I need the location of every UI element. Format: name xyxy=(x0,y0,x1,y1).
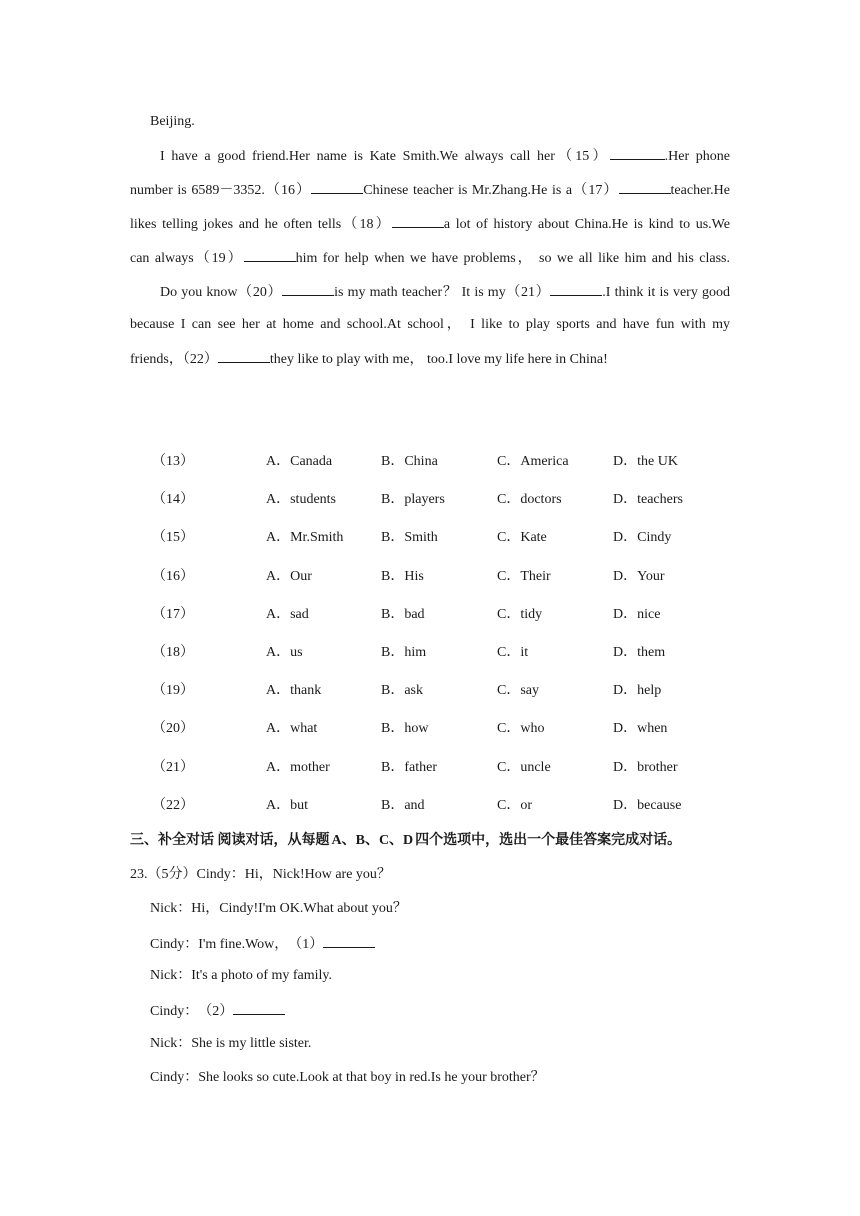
heading-text: 四个选项中，选出一个最佳答案完成对话。 xyxy=(415,833,682,848)
question-number: （14） xyxy=(152,492,194,508)
text-segment: teacher.He xyxy=(670,183,731,198)
passage-line-beijing: Beijing. xyxy=(150,114,195,129)
option-c[interactable]: C．say xyxy=(497,683,539,699)
option-d[interactable]: D．teachers xyxy=(613,492,683,508)
blank-19[interactable] xyxy=(244,247,296,262)
option-b[interactable]: B．players xyxy=(381,492,445,508)
text-segment: Cindy：I'm fine.Wow， （1） xyxy=(150,937,324,952)
question-number: （21） xyxy=(152,759,194,775)
text-segment: .I think it is very good xyxy=(602,285,730,300)
option-row xyxy=(0,643,860,663)
option-row xyxy=(0,758,860,778)
option-row xyxy=(0,605,860,625)
section-3-heading xyxy=(130,831,681,851)
blank-dialogue-1[interactable] xyxy=(323,933,375,948)
option-c[interactable]: C．Their xyxy=(497,568,551,584)
option-a[interactable]: A．Mr.Smith xyxy=(266,530,344,546)
blank-21[interactable] xyxy=(550,281,602,296)
option-row xyxy=(0,796,860,816)
text-segment: Cindy： （2） xyxy=(150,1004,234,1019)
option-a[interactable]: A．us xyxy=(266,645,303,660)
question-number: （16） xyxy=(152,568,194,584)
option-row xyxy=(0,490,860,510)
text-segment: is my math teacher？ It is my（21） xyxy=(334,285,551,300)
passage-p2-line1 xyxy=(160,281,730,303)
option-d[interactable]: D．brother xyxy=(613,759,678,775)
blank-15[interactable] xyxy=(610,145,665,160)
text-segment: I have a good friend.Her name is Kate Smith.We always call her（15） xyxy=(160,149,610,164)
option-c[interactable]: C．or xyxy=(497,797,532,813)
option-b[interactable]: B．father xyxy=(381,759,437,775)
option-row xyxy=(0,452,860,472)
option-b[interactable]: B．how xyxy=(381,721,429,737)
dialogue-line-6: Cindy：She looks so cute.Look at that boy in red.Is he your brother？ xyxy=(150,1070,545,1085)
dialogue-line-1: Nick：Hi，Cindy!I'm OK.What about you？ xyxy=(150,901,407,916)
option-d[interactable]: D．the UK xyxy=(613,454,678,469)
text-segment: Do you know（20） xyxy=(160,285,283,300)
dialogue-line-2 xyxy=(150,933,375,955)
blank-18[interactable] xyxy=(392,213,444,228)
option-c[interactable]: C．doctors xyxy=(497,492,562,508)
text-segment: a lot of history about China.He is kind to us.We xyxy=(443,217,730,232)
blank-20[interactable] xyxy=(282,281,334,296)
option-row xyxy=(0,719,860,739)
option-c[interactable]: C．tidy xyxy=(497,606,543,622)
option-c[interactable]: C．who xyxy=(497,721,545,737)
option-a[interactable]: A．students xyxy=(266,492,336,508)
option-b[interactable]: B．him xyxy=(381,645,427,660)
option-a[interactable]: A．Our xyxy=(266,568,312,584)
option-a[interactable]: A．thank xyxy=(266,683,322,699)
option-a[interactable]: A．sad xyxy=(266,606,309,622)
passage-p1-line4 xyxy=(130,247,730,269)
option-b[interactable]: B．ask xyxy=(381,683,423,699)
option-row xyxy=(0,528,860,548)
option-c[interactable]: C．it xyxy=(497,645,529,660)
option-d[interactable]: D．because xyxy=(613,797,682,813)
question-number: （15） xyxy=(152,530,194,546)
blank-17[interactable] xyxy=(619,179,671,194)
text-segment: can always（19） xyxy=(130,251,244,266)
option-d[interactable]: D．Cindy xyxy=(613,530,672,546)
option-d[interactable]: D．them xyxy=(613,645,666,660)
option-a[interactable]: A．but xyxy=(266,797,308,813)
option-b[interactable]: B．China xyxy=(381,454,438,469)
blank-22[interactable] xyxy=(218,348,270,363)
passage-p1-line1 xyxy=(160,145,730,167)
option-d[interactable]: D．help xyxy=(613,683,662,699)
option-c[interactable]: C．America xyxy=(497,454,569,469)
question-number: （17） xyxy=(152,606,194,622)
text-segment: Chinese teacher is Mr.Zhang.He is a（17） xyxy=(363,183,619,198)
option-c[interactable]: C．Kate xyxy=(497,530,547,546)
dialogue-line-4 xyxy=(150,1000,285,1022)
text-segment: .Her phone xyxy=(664,149,730,164)
option-a[interactable]: A．Canada xyxy=(266,454,333,469)
text-segment: likes telling jokes and he often tells（18） xyxy=(130,217,392,232)
question-number: （22） xyxy=(152,797,194,813)
option-a[interactable]: A．mother xyxy=(266,759,330,775)
passage-p1-line3 xyxy=(130,213,730,235)
dialogue-line-5: Nick：She is my little sister. xyxy=(150,1036,312,1051)
question-number: （18） xyxy=(152,645,194,660)
passage-p1-line2 xyxy=(130,179,730,201)
heading-letters: A、B、C、D xyxy=(331,833,414,848)
option-b[interactable]: B．Smith xyxy=(381,530,438,546)
question-23-label: 23.（5分）Cindy：Hi，Nick!How are you？ xyxy=(130,867,391,882)
option-d[interactable]: D．when xyxy=(613,721,668,737)
blank-dialogue-2[interactable] xyxy=(233,1000,285,1015)
passage-p2-line2: because I can see her at home and school.At school， I like to play sports and have fun with my xyxy=(130,317,730,332)
option-d[interactable]: D．Your xyxy=(613,568,665,584)
text-segment: number is 6589－3352.（16） xyxy=(130,183,312,198)
question-number: （20） xyxy=(152,721,194,737)
dialogue-line-3: Nick：It's a photo of my family. xyxy=(150,968,333,983)
option-c[interactable]: C．uncle xyxy=(497,759,551,775)
option-row xyxy=(0,681,860,701)
option-b[interactable]: B．and xyxy=(381,797,425,813)
question-number: （19） xyxy=(152,683,194,699)
text-segment: him for help when we have problems， so we all like him and his class. xyxy=(295,251,730,266)
passage-p2-line3 xyxy=(130,348,608,370)
heading-text: 三、补全对话 阅读对话，从每题 xyxy=(130,833,330,848)
question-number: （13） xyxy=(152,454,194,469)
text-segment: they like to play with me， too.I love my life here in China! xyxy=(269,352,608,367)
option-b[interactable]: B．bad xyxy=(381,606,425,622)
text-segment: friends，（22） xyxy=(130,352,218,367)
option-a[interactable]: A．what xyxy=(266,721,318,737)
option-b[interactable]: B．His xyxy=(381,568,424,584)
option-d[interactable]: D．nice xyxy=(613,606,661,622)
option-row xyxy=(0,567,860,587)
blank-16[interactable] xyxy=(311,179,363,194)
